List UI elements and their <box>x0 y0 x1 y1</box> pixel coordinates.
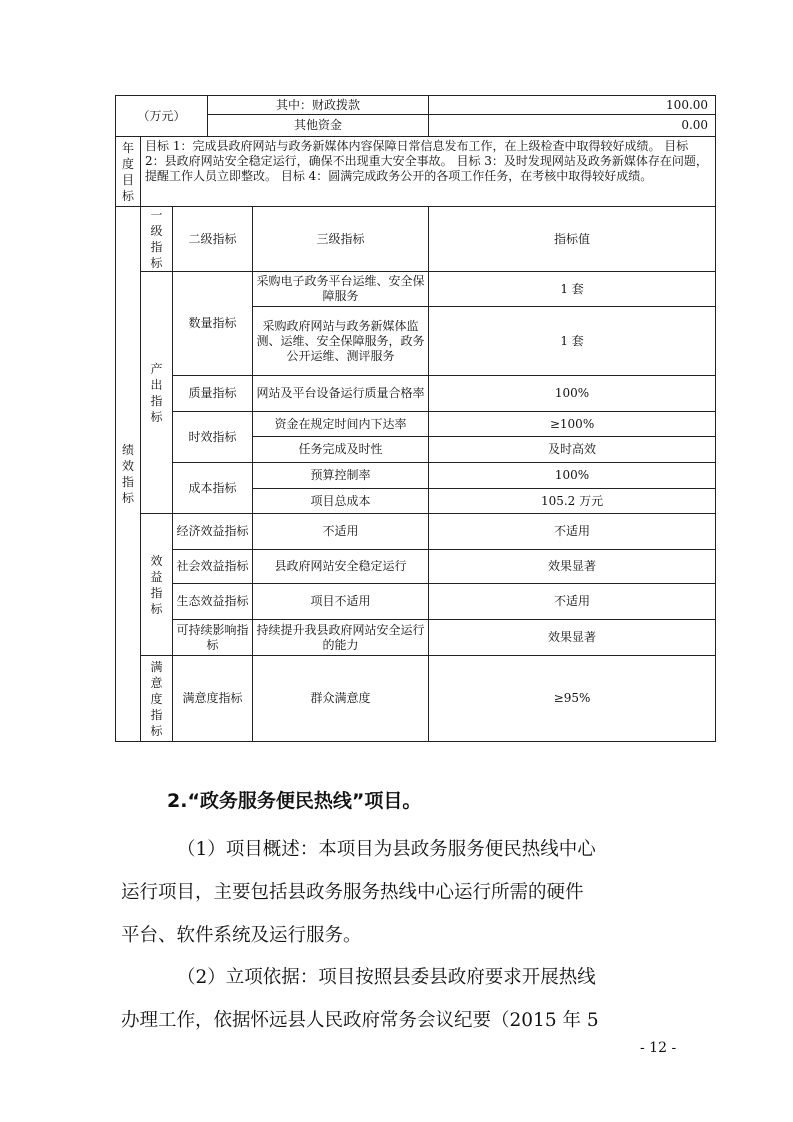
header-level2: 二级指标 <box>188 231 237 246</box>
quality-value: 100% <box>554 386 590 400</box>
header-value-cell <box>429 207 716 272</box>
fiscal-funding-label: 其中：财政拨款 <box>276 97 361 112</box>
satisfaction-label-cell <box>141 656 173 742</box>
social-value: 效果显著 <box>548 559 597 573</box>
annual-goals-text: 目标 1：完成县政府网站与政务新媒体内容保障日常信息发布工作，在上级检查中取得较好成绩。 目标 2：县政府网站安全稳定运行，确保不出现重大安全事故。 目标 3：及时发现网站及政务新媒体存在问题，提醒工作人员立即整改。 目标 4：圆满完成政务公开的各项工作任务，在考核中取得较好成绩。 <box>145 139 708 183</box>
social-indicator-label: 社会效益指标 <box>176 559 249 573</box>
satisfaction-value: ≥95% <box>553 691 591 705</box>
cost-indicator-label: 成本指标 <box>188 480 237 495</box>
sustainable-value-cell <box>429 620 716 656</box>
social-label-cell <box>173 550 253 584</box>
timeliness-indicator-label: 时效指标 <box>188 429 237 444</box>
page-number: - 12 - <box>640 1040 677 1056</box>
timeliness-r1-value-cell <box>429 412 716 437</box>
perf-label-cell <box>116 207 141 742</box>
other-funds-label: 其他资金 <box>294 118 343 132</box>
social-name-cell <box>253 550 429 584</box>
satisfaction-value-cell <box>429 656 716 742</box>
economic-name-cell <box>253 514 429 550</box>
ecological-name: 项目不适用 <box>310 594 371 608</box>
quantity-indicator-label: 数量指标 <box>188 316 237 330</box>
header-level3: 三级指标 <box>316 231 365 246</box>
paragraph-2-line-2: 办理工作，依据怀远县人民政府常务会议纪要（2015 年 5 <box>121 1010 599 1031</box>
budget-label: （万元） <box>137 108 186 123</box>
cost-label-cell <box>173 463 253 514</box>
paragraph-1-line-1: （1）项目概述：本项目为县政务服务便民热线中心 <box>177 839 596 860</box>
ecological-value-cell <box>429 584 716 620</box>
quality-label-cell <box>173 376 253 412</box>
paragraph-1-line-2: 运行项目，主要包括县政务服务热线中心运行所需的硬件 <box>121 882 584 903</box>
quantity-r2-name: 采购政府网站与政务新媒体监测、运维、安全保障服务，政务公开运维、测评服务 <box>256 318 425 363</box>
sustainable-value: 效果显著 <box>548 630 597 644</box>
sustainable-name: 持续提升我县政府网站安全运行的能力 <box>256 622 425 652</box>
economic-label-cell <box>173 514 253 550</box>
quantity-r2-value: 1 套 <box>560 333 584 348</box>
cost-r1-value: 100% <box>554 468 590 482</box>
quality-value-cell <box>429 376 716 412</box>
paragraph-1-line-3: 平台、软件系统及运行服务。 <box>121 925 362 946</box>
header-value: 指标值 <box>554 231 591 246</box>
cost-r2-name-cell <box>253 489 429 514</box>
output-label-cell <box>141 272 173 514</box>
other-value-cell <box>429 115 716 137</box>
fiscal-funding-value: 100.00 <box>666 97 709 112</box>
header-level1: 一级指标 <box>150 208 163 270</box>
budget-label-cell <box>116 96 208 137</box>
timeliness-r1-value: ≥100% <box>549 416 595 431</box>
satisfaction-indicators-label: 满意度指标 <box>150 659 163 738</box>
benefit-label-cell <box>141 514 173 656</box>
ecological-indicator-label: 生态效益指标 <box>176 594 249 608</box>
header-l1-cell <box>141 207 173 272</box>
annual-goals-label: 年度目标 <box>121 140 134 203</box>
sustainable-label-cell <box>173 620 253 656</box>
fiscal-label-cell <box>208 96 429 115</box>
cost-r2-value: 105.2 万元 <box>540 493 604 508</box>
benefit-indicators-label: 效益指标 <box>150 553 163 616</box>
annual-goals-cell <box>141 137 716 207</box>
satisfaction-sub-label: 满意度指标 <box>182 691 243 705</box>
header-l2-cell <box>173 207 253 272</box>
quantity-r1-name: 采购电子政务平台运维、安全保障服务 <box>256 274 425 303</box>
social-name: 县政府网站安全稳定运行 <box>274 559 407 573</box>
quantity-r1-value: 1 套 <box>560 281 584 296</box>
quality-name-cell <box>253 376 429 412</box>
timeliness-r2-value: 及时高效 <box>548 442 597 456</box>
social-value-cell <box>429 550 716 584</box>
cost-r1-value-cell <box>429 463 716 489</box>
quality-name: 网站及平台设备运行质量合格率 <box>256 386 425 400</box>
satisfaction-sub-label-cell <box>173 656 253 742</box>
header-l3-cell <box>253 207 429 272</box>
timeliness-r1-name-cell <box>253 412 429 437</box>
other-label-cell <box>208 115 429 137</box>
timeliness-r2-name-cell <box>253 437 429 463</box>
satisfaction-name: 群众满意度 <box>310 691 371 705</box>
other-funds-value: 0.00 <box>681 118 709 132</box>
sustainable-indicator-label: 可持续影响指标 <box>176 622 249 652</box>
quantity-r2-value-cell <box>429 307 716 376</box>
quantity-label-cell <box>173 272 253 376</box>
quantity-r2-name-cell <box>253 307 429 376</box>
ecological-value: 不适用 <box>554 594 591 608</box>
paragraph-2-line-1: （2）立项依据：项目按照县委县政府要求开展热线 <box>177 967 596 988</box>
ecological-name-cell <box>253 584 429 620</box>
annual-goals-label-cell <box>116 137 141 207</box>
satisfaction-name-cell <box>253 656 429 742</box>
cost-r2-name: 项目总成本 <box>310 493 371 508</box>
section-heading: 2.“政务服务便民热线”项目。 <box>167 790 422 812</box>
performance-table <box>115 95 716 742</box>
quantity-r1-value-cell <box>429 272 716 307</box>
quantity-r1-name-cell <box>253 272 429 307</box>
perf-indicators-label: 绩效指标 <box>121 443 134 505</box>
economic-value: 不适用 <box>554 524 591 538</box>
output-indicators-label: 产出指标 <box>150 361 163 424</box>
cost-r2-value-cell <box>429 489 716 514</box>
ecological-label-cell <box>173 584 253 620</box>
sustainable-name-cell <box>253 620 429 656</box>
timeliness-r2-name: 任务完成及时性 <box>298 442 383 456</box>
fiscal-value-cell <box>429 96 716 115</box>
cost-r1-name-cell <box>253 463 429 489</box>
economic-value-cell <box>429 514 716 550</box>
quality-indicator-label: 质量指标 <box>188 386 237 400</box>
timeliness-r1-name: 资金在规定时间内下达率 <box>274 416 407 431</box>
timeliness-label-cell <box>173 412 253 463</box>
timeliness-r2-value-cell <box>429 437 716 463</box>
economic-indicator-label: 经济效益指标 <box>176 524 249 538</box>
cost-r1-name: 预算控制率 <box>310 468 371 482</box>
economic-name: 不适用 <box>322 524 359 538</box>
